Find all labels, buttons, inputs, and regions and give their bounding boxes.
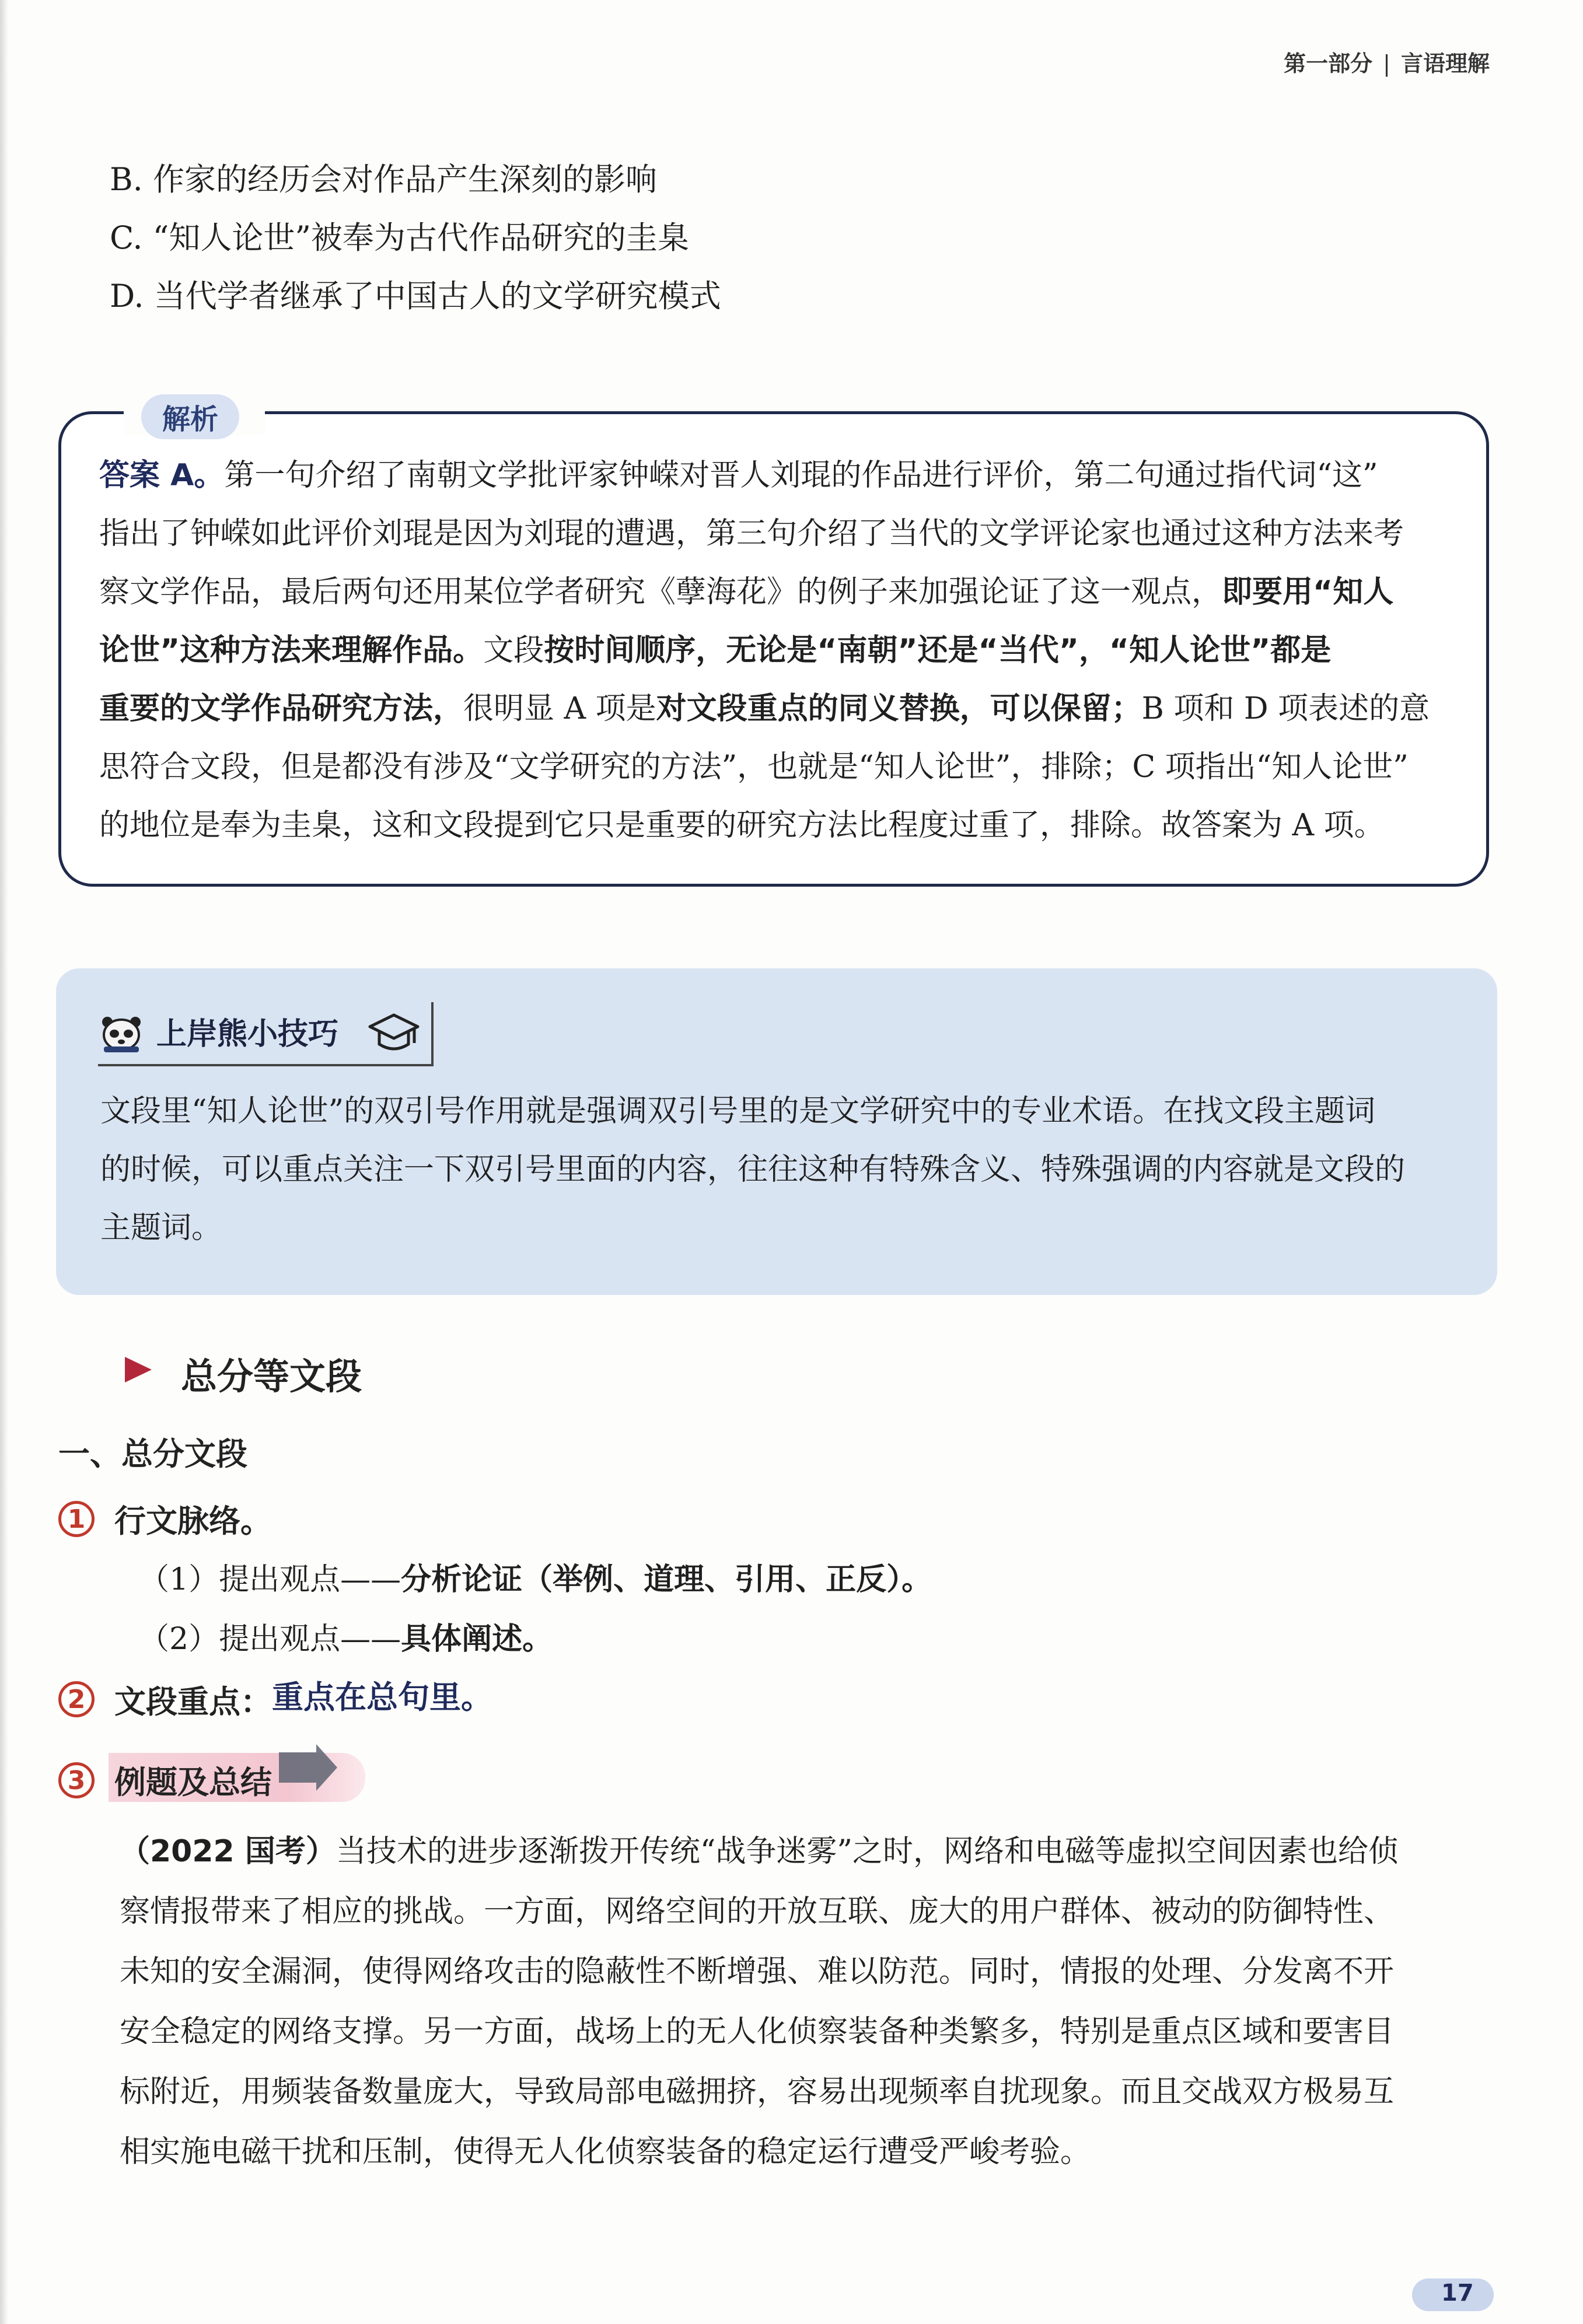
analysis-text-run: 文段 — [483, 633, 544, 668]
option-d: D. 当代学者继承了中国古人的文学研究模式 — [110, 278, 721, 314]
option-c: C. “知人论世”被奉为古代作品研究的圭臬 — [110, 219, 689, 256]
analysis-text-run: B 项和 D 项表述的意 — [1141, 691, 1430, 726]
tip-title: 上岸熊小技巧 — [156, 1017, 339, 1052]
analysis-tag — [124, 390, 265, 435]
sub-item-2-label: （2）提出观点—— — [139, 1622, 401, 1657]
sub-item-1-label: （1）提出观点—— — [139, 1562, 401, 1597]
tip-text — [100, 1082, 1460, 1257]
example-line: 未知的安全漏洞，使得网络攻击的隐蔽性不断增强、难以防范。同时，情报的处理、分发离不开 — [120, 1954, 1395, 1989]
analysis-bold-run: 论世”这种方法来理解作品。 — [99, 633, 484, 668]
analysis-line — [99, 621, 1459, 680]
header-separator: | — [1383, 51, 1390, 76]
item-1-text: 行文脉络。 — [114, 1503, 272, 1539]
tip-line: 的时候，可以重点关注一下双引号里面的内容，往往这种有特殊含义、特殊强调的内容就是文段的 — [100, 1152, 1406, 1187]
arrow-icon — [274, 1744, 338, 1797]
page-number: 17 — [1441, 2280, 1474, 2306]
running-header — [1284, 46, 1490, 78]
option-b: B. 作家的经历会对作品产生深刻的影响 — [110, 161, 658, 198]
example-line: 相实施电磁干扰和压制，使得无人化侦察装备的稳定运行遭受严峻考验。 — [120, 2134, 1091, 2169]
example-line: 察情报带来了相应的挑战。一方面，网络空间的开放互联、庞大的用户群体、被动的防御特性、 — [120, 1894, 1395, 1929]
analysis-line — [99, 446, 1459, 505]
subsection-heading: 一、总分文段 — [58, 1436, 247, 1472]
example-line — [120, 1822, 1479, 1882]
item-3-text: 例题及总结 — [114, 1764, 272, 1801]
analysis-text-run: 很明显 A 项是 — [463, 691, 656, 726]
analysis-bold-run: 按时间顺序，无论是“南朝”还是“当代”，“知人论世”都是 — [544, 633, 1332, 668]
item-number-1: 1 — [58, 1501, 95, 1537]
item-number-3: 3 — [58, 1762, 95, 1798]
analysis-bold-run: 即要用“知人 — [1222, 575, 1394, 610]
analysis-text-run: 第一句介绍了南朝文学批评家钟嵘对晋人刘琨的作品进行评价，第二句通过指代词“这” — [224, 458, 1378, 493]
sub-item-1 — [139, 1555, 932, 1598]
item-number-2: 2 — [58, 1681, 95, 1717]
item-2-text: 重点在总句里。 — [272, 1679, 492, 1716]
graduation-cap-icon — [368, 1010, 420, 1057]
section-title-text: 总分等文段 — [181, 1355, 362, 1398]
item-3 — [58, 1758, 272, 1803]
item-1 — [58, 1496, 272, 1541]
analysis-line: 指出了钟嵘如此评价刘琨是因为刘琨的遭遇，第三句介绍了当代的文学评论家也通过这种方法来考 — [99, 516, 1404, 551]
item-2 — [58, 1672, 492, 1722]
tip-line: 文段里“知人论世”的双引号作用就是强调双引号里的是文学研究中的专业术语。在找文段主题词 — [100, 1094, 1376, 1129]
header-part: 第一部分 — [1284, 51, 1373, 76]
example-passage — [120, 1822, 1479, 2182]
analysis-line: 的地位是奉为圭臬，这和文段提到它只是重要的研究方法比程度过重了，排除。故答案为 A 项。 — [99, 808, 1385, 843]
analysis-tag-label: 解析 — [141, 394, 239, 439]
analysis-line: 思符合文段，但是都没有涉及“文学研究的方法”，也就是“知人论世”，排除；C 项指出“知人论世” — [99, 750, 1409, 785]
answer-label: 答案 A。 — [99, 458, 225, 493]
section-title — [123, 1348, 362, 1399]
analysis-line — [99, 680, 1459, 738]
sub-item-1-bold: 分析论证（举例、道理、引用、正反）。 — [401, 1562, 932, 1597]
header-topic: 言语理解 — [1400, 51, 1490, 76]
example-source: （2022 国考） — [120, 1834, 336, 1869]
analysis-text-run: 察文学作品，最后两句还用某位学者研究《孽海花》的例子来加强论证了这一观点， — [99, 575, 1222, 610]
example-line: 标附近，用频装备数量庞大，导致局部电磁拥挤，容易出现频率自扰现象。而且交战双方极易互 — [120, 2074, 1395, 2109]
page-edge-shadow — [0, 0, 8, 2324]
example-line: 安全稳定的网络支撑。另一方面，战场上的无人化侦察装备种类繁多，特别是重点区域和要害目 — [120, 2014, 1395, 2049]
sub-item-2-bold: 具体阐述。 — [401, 1622, 553, 1657]
example-text-run: 当技术的进步逐渐拨开传统“战争迷雾”之时，网络和电磁等虚拟空间因素也给侦 — [336, 1834, 1399, 1869]
bear-icon — [98, 1014, 145, 1055]
analysis-line — [99, 563, 1459, 621]
analysis-bold-run: 重要的文学作品研究方法， — [99, 691, 464, 726]
tip-line: 主题词。 — [100, 1210, 222, 1245]
analysis-bold-run: 对文段重点的同义替换，可以保留； — [656, 691, 1142, 726]
answer-options — [110, 150, 721, 326]
item-2-label: 文段重点： — [114, 1683, 272, 1720]
sub-item-2 — [139, 1614, 553, 1658]
analysis-text — [99, 446, 1459, 855]
